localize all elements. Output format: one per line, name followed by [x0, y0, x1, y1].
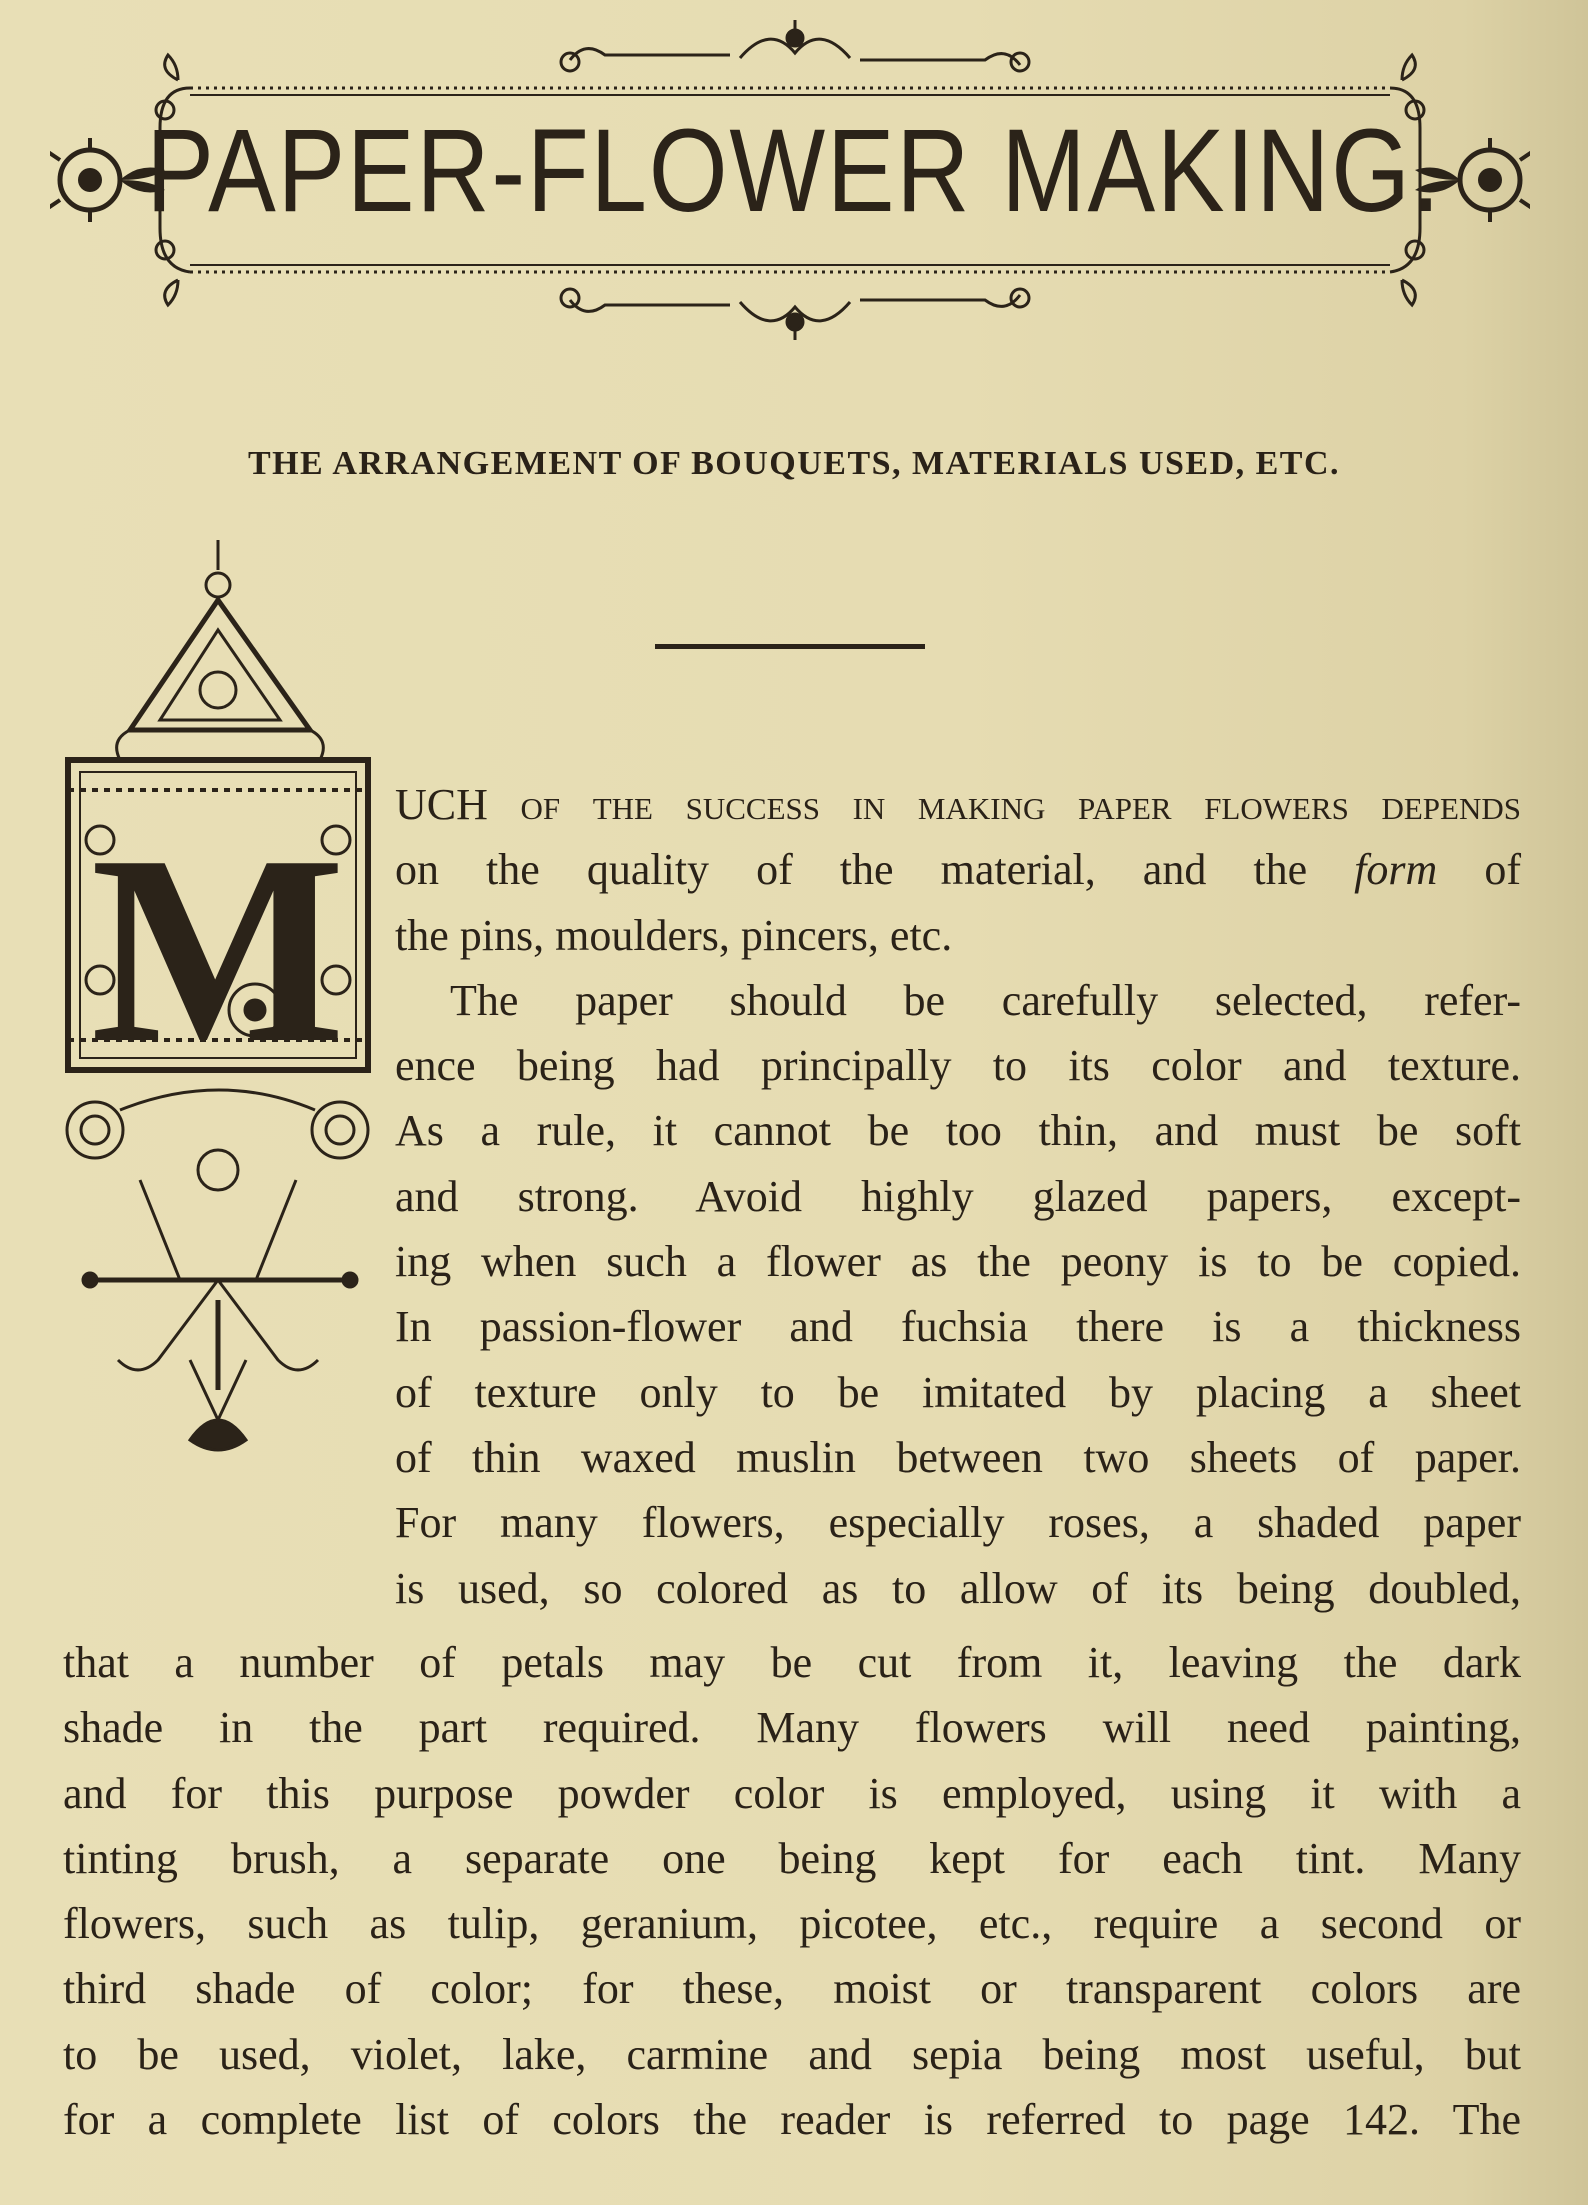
text-line: and strong. Avoid highly glazed papers, except- [395, 1171, 1521, 1221]
text-line: third shade of color; for these, moist or transparent colors are [63, 1964, 1521, 2014]
text-line: to be used, violet, lake, carmine and sepia being most useful, but [63, 2029, 1521, 2079]
text-line: flowers, such as tulip, geranium, picotee, etc., require a second or [63, 1899, 1521, 1949]
text-line: and for this purpose powder color is employed, using it with a [63, 1768, 1521, 1818]
text-line: of thin waxed muslin between two sheets of paper. [395, 1432, 1521, 1482]
section-divider [655, 644, 925, 649]
text-line: of texture only to be imitated by placing a sheet [395, 1367, 1521, 1417]
text-line: shade in the part required. Many flowers will need painting, [63, 1703, 1521, 1753]
text-line: is used, so colored as to allow of its being doubled, [395, 1563, 1521, 1613]
text-line: the pins, moulders, pincers, etc. [395, 910, 953, 960]
body-text-full-width [63, 1630, 1521, 2152]
text-line: for a complete list of colors the reader is referred to page 142. The [63, 2095, 1521, 2145]
text-line: UCH of the success in making paper flowers depends [395, 780, 1521, 829]
text-line: In passion-flower and fuchsia there is a thickness [395, 1302, 1521, 1352]
body-text-beside-initial [395, 772, 1521, 1621]
drop-cap-letter: M [90, 800, 346, 1099]
text-line: tinting brush, a separate one being kept for each tint. Many [63, 1833, 1521, 1883]
text-line: that a number of petals may be cut from it, leaving the dark [63, 1638, 1521, 1687]
text-line: ence being had principally to its color and texture. [395, 1041, 1521, 1091]
page-title: PAPER-FLOWER MAKING. [146, 105, 1442, 237]
text-line: As a rule, it cannot be too thin, and must be soft [395, 1106, 1521, 1156]
text-line: The paper should be carefully selected, refer- [450, 975, 1521, 1025]
ornamental-initial-letter-icon [60, 540, 380, 1500]
text-line: For many flowers, especially roses, a shaded paper [395, 1498, 1521, 1548]
text-line: on the quality of the material, and the form of [395, 845, 1521, 895]
chapter-subtitle: THE ARRANGEMENT OF BOUQUETS, MATERIALS USED, ETC. [247, 445, 1341, 482]
text-line: ing when such a flower as the peony is to be copied. [395, 1237, 1521, 1287]
